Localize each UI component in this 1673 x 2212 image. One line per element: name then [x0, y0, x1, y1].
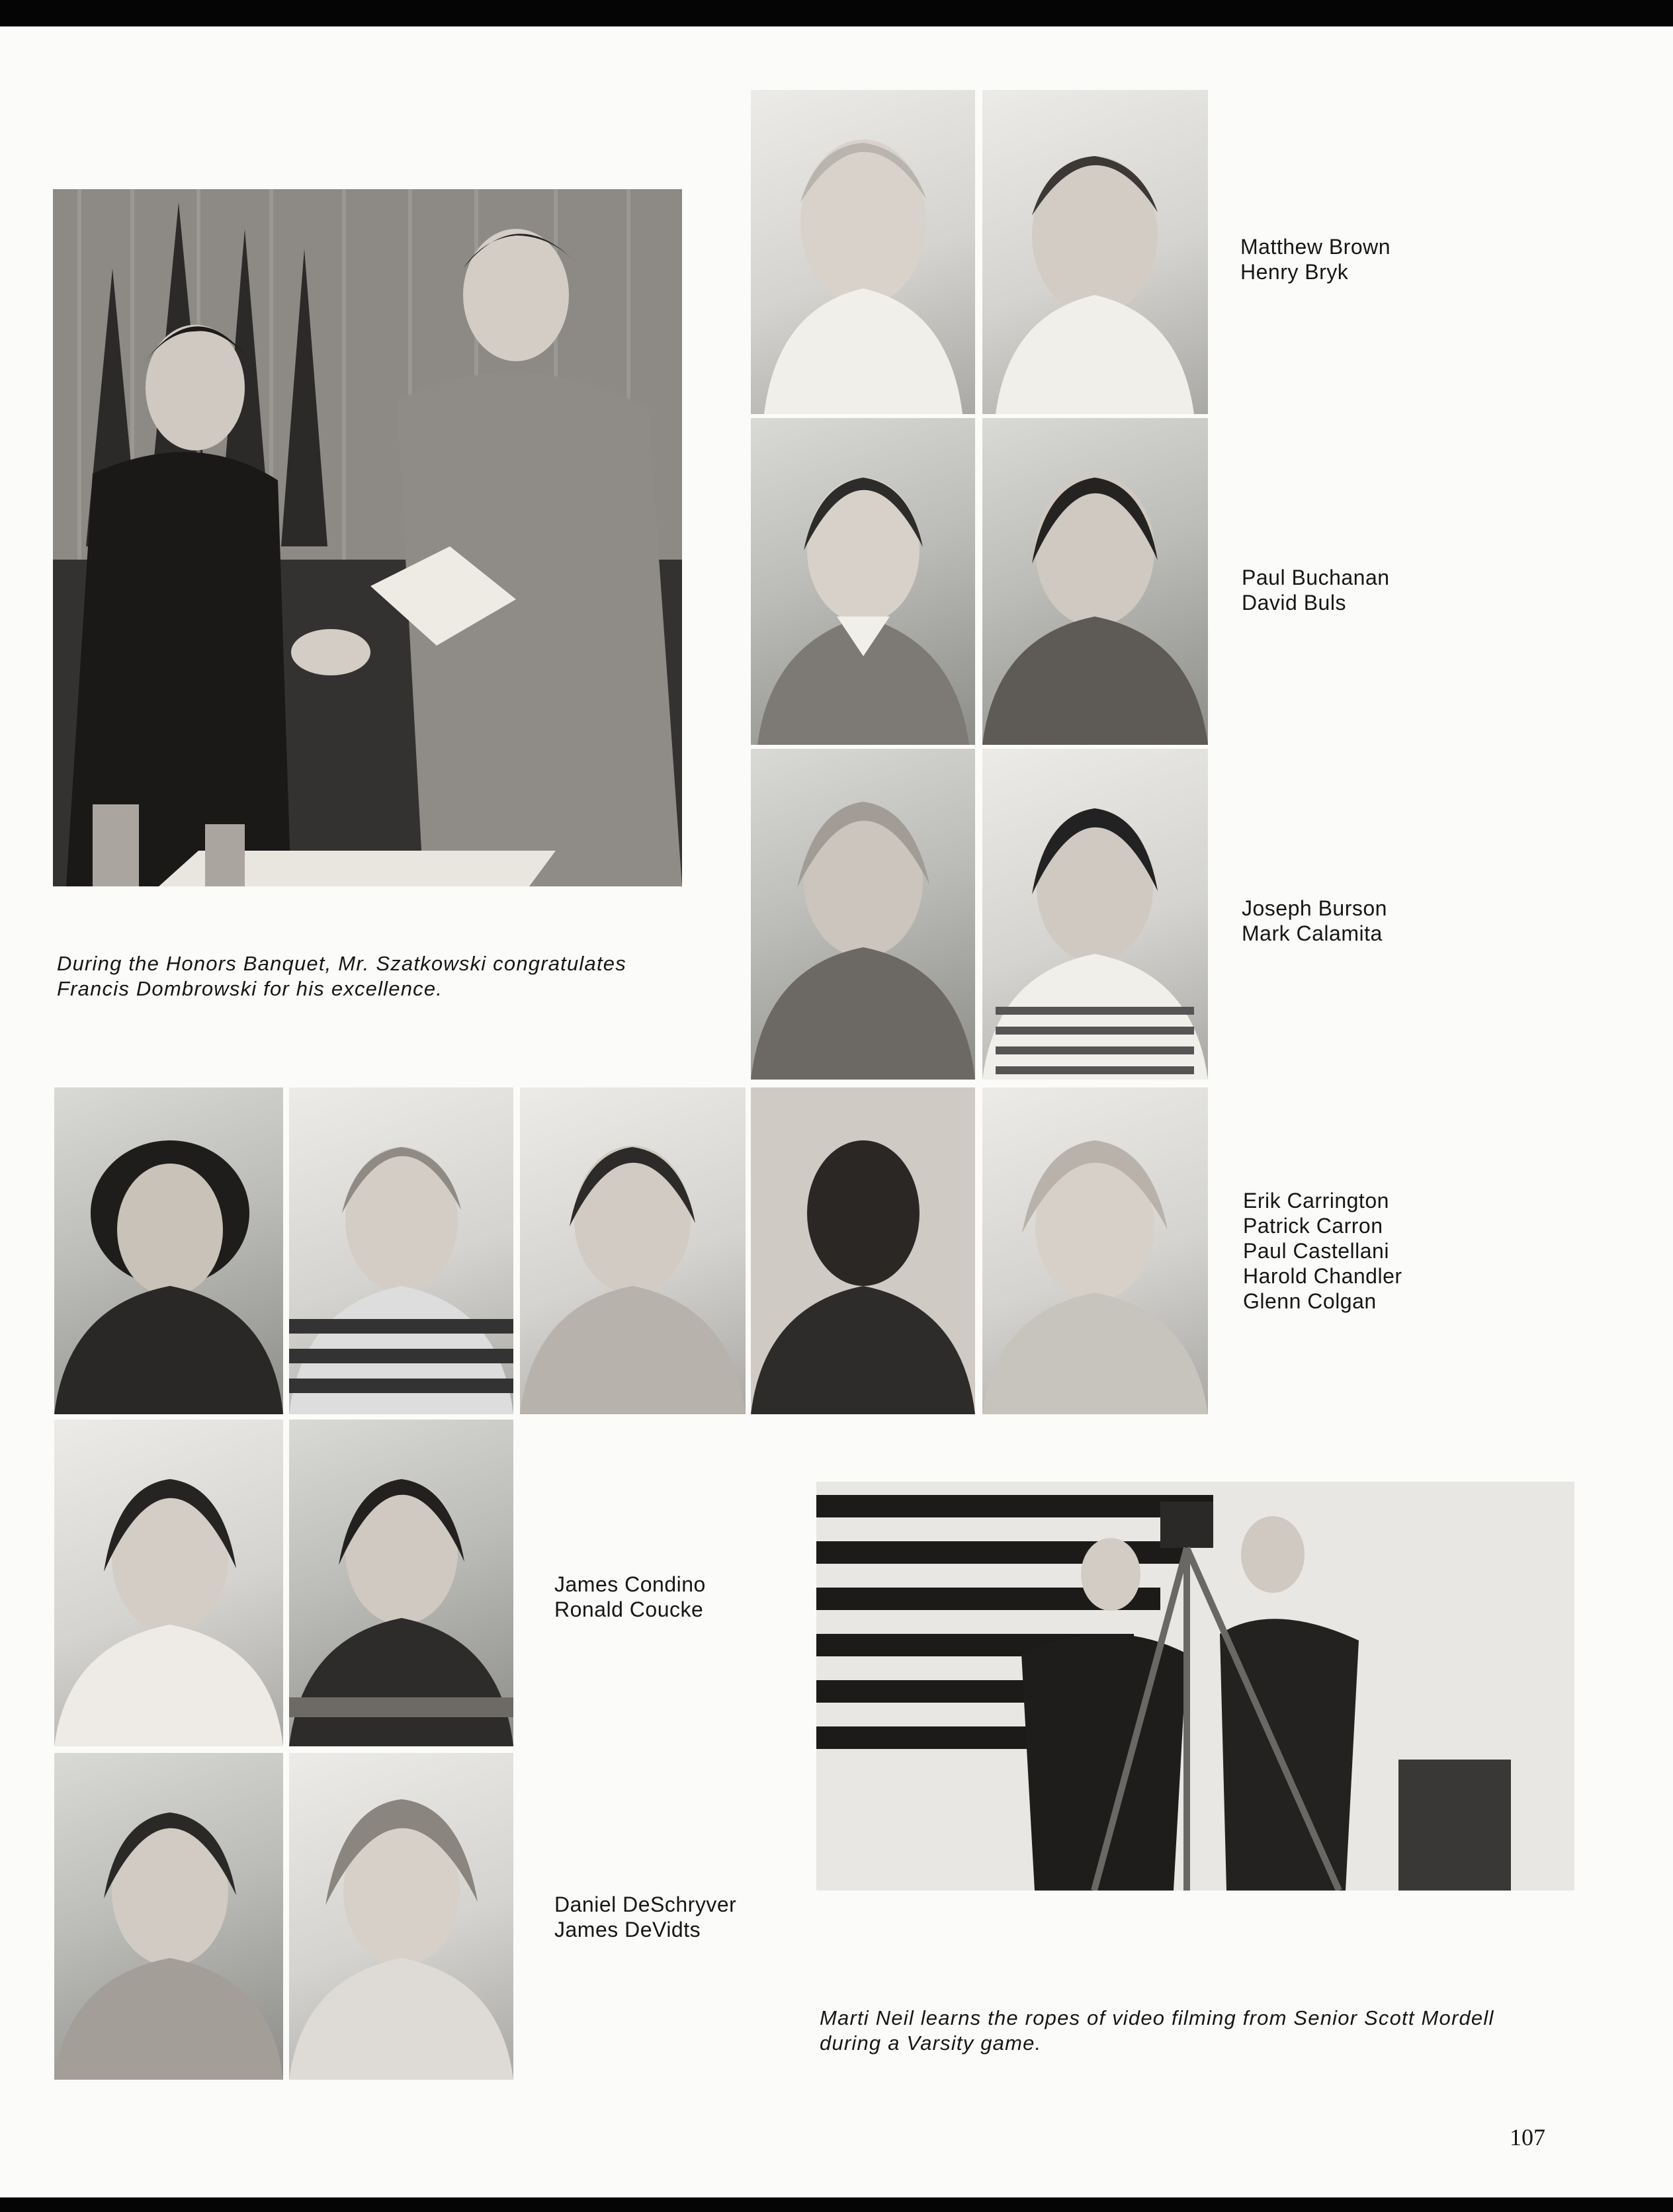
portrait-patrick-carron [289, 1087, 513, 1414]
names-row-4 [1243, 1188, 1402, 1314]
portrait-henry-bryk [982, 90, 1208, 414]
portrait-joseph-burson [751, 749, 975, 1080]
video-filming-photo [816, 1482, 1574, 1891]
student-name: Erik Carrington [1243, 1189, 1389, 1212]
portrait-james-condino [54, 1420, 283, 1746]
portrait-david-buls [982, 418, 1208, 745]
video-caption-line-1: Marti Neil learns the ropes of video filming from Senior Scott Mordell [820, 2006, 1494, 2029]
video-caption [820, 2006, 1494, 2056]
portrait-harold-chandler [751, 1087, 975, 1414]
names-row-2 [1242, 565, 1390, 615]
portrait-james-devidts [289, 1753, 513, 2080]
portrait-mark-calamita [982, 749, 1208, 1080]
portrait-daniel-deschryver [54, 1753, 283, 2080]
student-name: James Condino [554, 1572, 706, 1596]
student-name: Glenn Colgan [1243, 1289, 1377, 1313]
student-name: Paul Buchanan [1242, 566, 1390, 589]
names-row-3 [1242, 896, 1387, 946]
student-name: Daniel DeSchryver [554, 1893, 737, 1916]
names-row-5 [554, 1572, 706, 1622]
portrait-matthew-brown [751, 90, 975, 414]
yearbook-page [0, 26, 1673, 2197]
student-name: David Buls [1242, 591, 1346, 615]
student-name: Patrick Carron [1243, 1214, 1383, 1238]
banquet-caption-line-2: Francis Dombrowski for his excellence. [57, 977, 443, 1000]
student-name: Joseph Burson [1242, 896, 1387, 920]
student-name: Harold Chandler [1243, 1264, 1402, 1288]
student-name: Henry Bryk [1240, 260, 1349, 284]
names-row-1 [1240, 234, 1391, 284]
honors-banquet-photo [53, 189, 682, 886]
student-name: James DeVidts [554, 1918, 701, 1941]
student-name: Ronald Coucke [554, 1597, 704, 1621]
names-row-6 [554, 1892, 736, 1942]
portrait-erik-carrington [54, 1087, 283, 1414]
portrait-paul-castellani [520, 1087, 746, 1414]
student-name: Matthew Brown [1240, 235, 1391, 259]
student-name: Paul Castellani [1243, 1239, 1389, 1263]
page-number: 107 [1510, 2124, 1545, 2150]
portrait-glenn-colgan [982, 1087, 1208, 1414]
banquet-caption-line-1: During the Honors Banquet, Mr. Szatkowski congratulates [57, 952, 626, 975]
portrait-ronald-coucke [289, 1420, 513, 1746]
banquet-caption [57, 951, 626, 1001]
student-name: Mark Calamita [1242, 921, 1383, 945]
video-caption-line-2: during a Varsity game. [820, 2031, 1042, 2055]
portrait-paul-buchanan [751, 418, 975, 745]
